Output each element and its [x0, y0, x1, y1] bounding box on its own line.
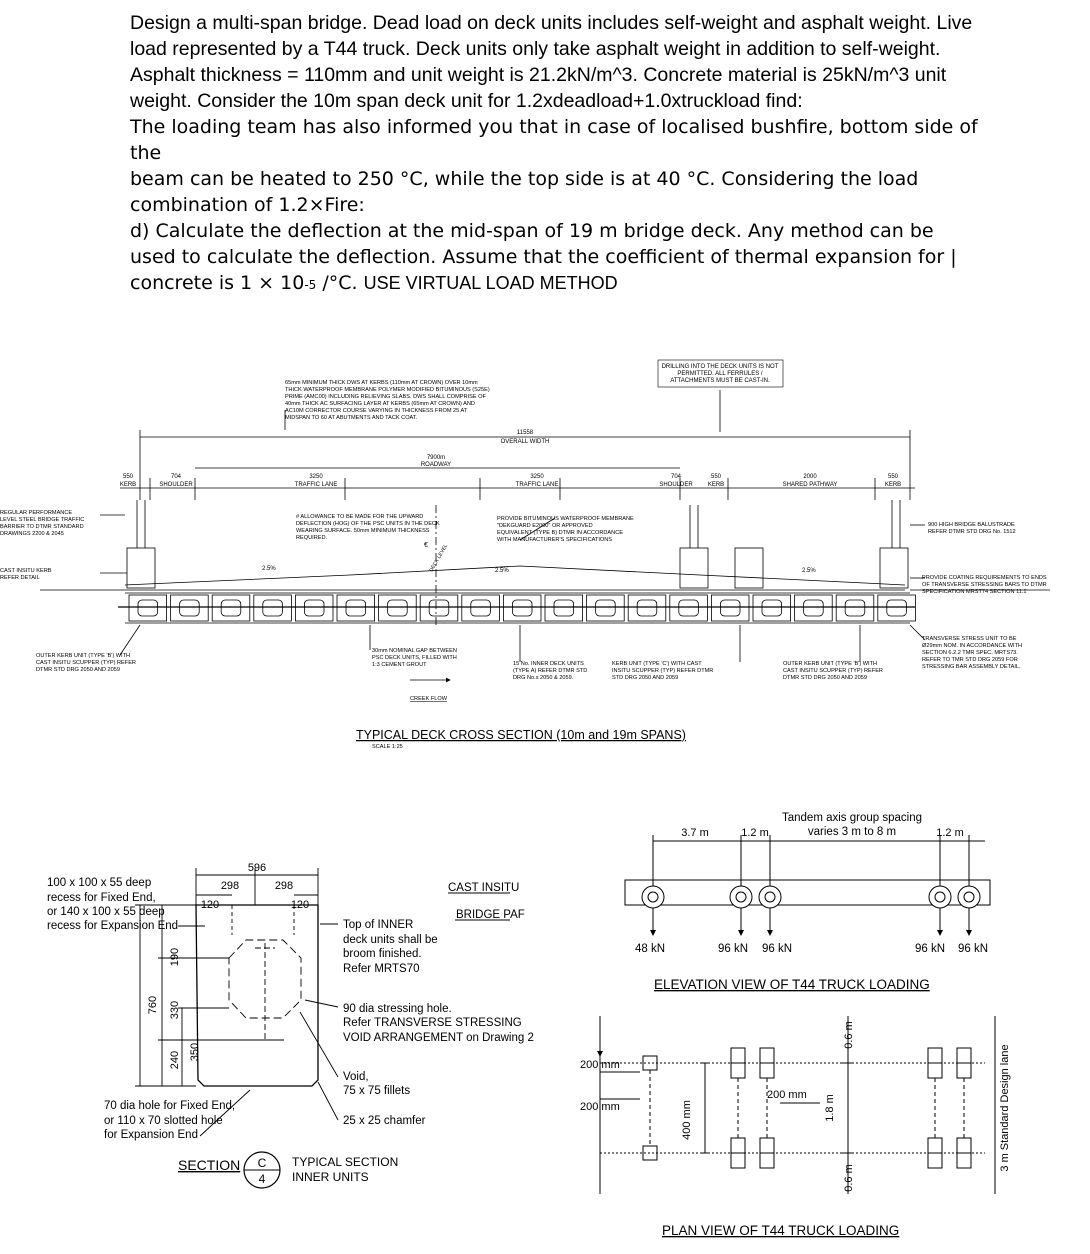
section-label: SECTION [178, 1157, 241, 1173]
slope-2: 2.5% [495, 568, 509, 574]
deck-unit-void [804, 600, 824, 616]
cast-insitu-label: CAST INSITU [448, 882, 520, 894]
question-cte-exponent: -5 [304, 278, 317, 292]
note-stress: TRANSVERSE STRESS UNIT TO BE Ø29mm NOM. IN ACCORDANCE WITH SECTION 6.2.2 TMR SPEC. MRTS73. REFER TO TMR STD DRG 2059 FOR STRESSING BAR ASSEMBLY DETAIL. [922, 636, 1023, 670]
dim-shoulder-right: 704 SHOULDER [659, 474, 693, 488]
load-96-b: 96 kN [761, 943, 793, 955]
deck-unit [587, 595, 625, 621]
load-96-c: 96 kN [914, 943, 946, 955]
section-c-text [47, 862, 534, 1186]
deck-unit-void [263, 600, 283, 616]
plan-title: PLAN VIEW OF T44 TRUCK LOADING [662, 1223, 900, 1238]
deck-level-label: DECK LEVEL [428, 543, 450, 573]
deck-unit-void [637, 600, 657, 616]
note-stressing-hole: 90 dia stressing hole. Refer TRANSVERSE STRESSING VOID ARRANGEMENT on Drawing 2 [343, 1003, 534, 1044]
deck-unit [254, 595, 292, 621]
dim-1-8: 1.8 m [824, 1094, 836, 1122]
dim-120-left: 120 [200, 899, 220, 911]
question-para-2: The loading team has also informed you that in case of localised bushfire, bottom side of the [130, 116, 978, 164]
dim-0-6-top: 0.6 m [843, 1021, 855, 1049]
note-void: Void, 75 x 75 fillets [343, 1071, 411, 1097]
note-allowance: # ALLOWANCE TO BE MADE FOR THE UPWARD DEFLECTION (HOG) OF THE PSC UNITS IN THE DECK WEARING SURFACE. 50mm MINIMUM THICKNESS REQUIRED. [296, 514, 440, 541]
deck-units [129, 595, 915, 621]
slope-3: 2.5% [802, 568, 816, 574]
dim-200-c: 200 mm [767, 1089, 807, 1101]
truck-plan-text [580, 1021, 1011, 1238]
dim-120-right: 120 [290, 899, 310, 911]
deck-unit-void [512, 600, 532, 616]
note-inner-units: 15 No. INNER DECK UNITS (TYPE A) REFER DTMR STD DRG No.s 2050 & 2059. [513, 661, 588, 681]
deck-unit-void [845, 600, 865, 616]
question-cte: concrete is 1 × 10 [130, 272, 305, 294]
note-balustrade: 900 HIGH BRIDGE BALUSTRADE REFER DTMR STD DRG No. 1512 [928, 522, 1016, 535]
centre-mark: € [424, 542, 428, 549]
deck-unit [379, 595, 417, 621]
deck-unit [628, 595, 666, 621]
section-letter: C [257, 1156, 267, 1170]
deck-unit [295, 595, 333, 621]
roadway-label: ROADWAY [420, 462, 452, 468]
spacing-1-2-a: 1.2 m [741, 827, 769, 839]
design-lane-label: 3 m Standard Design lane [999, 1044, 1011, 1172]
spacing-3-7: 3.7 m [681, 827, 709, 839]
overall-width-value: 11558 [516, 430, 534, 436]
note-kerb-c: KERB UNIT (TYPE 'C') WITH CAST INSITU SCUPPER (TYP) REFER DTMR STD DRG 2050 AND 2059 [612, 661, 714, 681]
dim-lane-1: 3250 TRAFFIC LANE [294, 474, 338, 488]
dim-kerb-mid: 550 KERB [707, 474, 725, 488]
question-para-4: d) Calculate the deflection at the mid-span of 19 m bridge deck. Any method can be used to calculate the deflection. Assume that the coefficient of thermal expansion for | concrete is 1 × 10-5 /°C. USE VIRTUAL LOAD METHOD [130, 220, 957, 294]
note-coating: PROVIDE COATING REQUIREMENTS TO ENDS OF TRANSVERSE STRESSING BARS TO DTMR SPECIFICATION MRST74 SECTION 11.1 [922, 575, 1047, 595]
deck-unit [711, 595, 749, 621]
deck-unit-void [388, 600, 408, 616]
load-96-a: 96 kN [717, 943, 749, 955]
dim-350: 350 [189, 1042, 201, 1062]
tandem-spacing: Tandem axis group spacing varies 3 m to 8 m [782, 812, 922, 838]
deck-unit [878, 595, 916, 621]
dim-kerb-right: 550 KERB [884, 474, 902, 488]
load-96-d: 96 kN [957, 943, 989, 955]
dim-shoulder-left: 704 SHOULDER [159, 474, 193, 488]
note-outer-kerb-left: OUTER KERB UNIT (TYPE 'B') WITH CAST INSITU SCUPPER (TYP) REFER DTMR STD DRG 2050 AND 2059 [36, 653, 136, 673]
elevation-title: ELEVATION VIEW OF T44 TRUCK LOADING [654, 977, 930, 992]
deck-unit-void [429, 600, 449, 616]
note-fixed-hole: 70 dia hole for Fixed End, or 110 x 70 slotted hole for Expansion End [104, 1100, 236, 1141]
dim-200-a: 200 mm [580, 1059, 620, 1071]
dim-330: 330 [169, 1000, 181, 1020]
deck-unit-void [180, 600, 200, 616]
dim-0-6-bottom: 0.6 m [843, 1164, 855, 1192]
dim-400: 400 mm [681, 1100, 693, 1140]
cross-section-text [0, 360, 1047, 750]
deck-unit [836, 595, 874, 621]
note-chamfer: 25 x 25 chamfer [343, 1115, 426, 1127]
note-drilling: DRILLING INTO THE DECK UNITS IS NOT PERMITTED. ALL FERRULES / ATTACHMENTS MUST BE CAST-IN. [661, 364, 779, 384]
note-cast-kerb: CAST INSITU KERB REFER DETAIL [0, 568, 52, 581]
truck-elevation [625, 835, 990, 935]
dim-lane-2: 3250 TRAFFIC LANE [515, 474, 559, 488]
deck-unit [462, 595, 500, 621]
truck-plan [600, 1016, 995, 1194]
deck-unit-void [304, 600, 324, 616]
note-barrier: REGULAR PERFORMANCE LEVEL STEEL BRIDGE TRAFFIC BARRIER TO DTMR STANDARD DRAWINGS 2200 & 2045 [0, 510, 85, 537]
deck-unit-void [679, 600, 699, 616]
deck-unit [171, 595, 209, 621]
deck-unit-void [471, 600, 491, 616]
section-number: 4 [258, 1172, 266, 1186]
note-surface: 65mm MINIMUM THICK DWS AT KERBS (110mm AT CROWN) OVER 10mm THICK WATERPROOF MEMBRANE POLYMER MODIFIED BITUMINOUS (S25E) PRIME (AMC00) INCLUDING RELIEVING SLABS. DWS SHALL COMPRISE OF 40mm THICK AC SURFACING LAYER AT KERBS (65mm AT CROWN) AND AC10M CORRECTOR COURSE VARYING IN THICKNESS FROM 25 AT MIDSPAN TO 60 AT ABUTMENTS AND TACK COAT. [285, 380, 490, 421]
deck-unit-void [596, 600, 616, 616]
slope-1: 2.5% [262, 566, 276, 572]
deck-unit [129, 595, 167, 621]
section-title: TYPICAL SECTION INNER UNITS [292, 1155, 399, 1184]
deck-unit-void [762, 600, 782, 616]
note-gap: 30mm NOMINAL GAP BETWEEN PSC DECK UNITS, FILLED WITH 1:3 CEMENT GROUT [372, 648, 457, 668]
question-part-d: d) Calculate the deflection at the mid-span of 19 m bridge deck. Any method can be used to calculate the deflection. Assume that the coefficient of thermal expansion for [130, 220, 945, 268]
deck-unit-void [720, 600, 740, 616]
creek-flow: CREEK FLOW [410, 696, 447, 702]
dim-kerb-left: 550 KERB [119, 474, 137, 488]
note-recess: 100 x 100 x 55 deep recess for Fixed End, or 140 x 100 x 55 deep recess for Expansion End [47, 877, 179, 932]
deck-unit-void [887, 600, 907, 616]
deck-unit-void [554, 600, 574, 616]
spacing-1-2-b: 1.2 m [936, 827, 964, 839]
deck-unit [670, 595, 708, 621]
deck-unit-void [346, 600, 366, 616]
deck-unit-void [221, 600, 241, 616]
dim-200-b: 200 mm [580, 1101, 620, 1113]
roadway-value: 7900m [426, 455, 446, 461]
dim-760: 760 [147, 995, 159, 1015]
load-48: 48 kN [634, 943, 666, 955]
cross-section-scale: SCALE 1:25 [372, 744, 403, 750]
deck-unit [337, 595, 375, 621]
deck-unit [545, 595, 583, 621]
dim-596: 596 [247, 862, 267, 874]
bridge-par-label: BRIDGE PAF [456, 909, 525, 921]
overall-width-label: OVERALL WIDTH [500, 439, 550, 445]
note-outer-kerb-right: OUTER KERB UNIT (TYPE 'B') WITH CAST INSITU SCUPPER (TYP) REFER DTMR STD DRG 2050 AND 2059 [783, 661, 883, 681]
deck-unit-void [138, 600, 158, 616]
deck-unit [795, 595, 833, 621]
deck-unit [753, 595, 791, 621]
dim-298-right: 298 [274, 880, 294, 892]
deck-unit [503, 595, 541, 621]
question-method: USE VIRTUAL LOAD METHOD [363, 273, 618, 293]
note-membrane: PROVIDE BITUMINOUS WATERPROOF MEMBRANE "DEKGUARD E2000" OR APPROVED EQUIVALENT (TYPE B) DTMR IN ACCORDANCE WITH MANUFACTURER'S SPECIFICATIONS [497, 516, 634, 543]
dim-240: 240 [169, 1050, 181, 1070]
dim-pathway: 2000 SHARED PATHWAY [782, 474, 838, 488]
deck-unit [212, 595, 250, 621]
note-top-finish: Top of INNER deck units shall be broom finished. Refer MRTS70 [343, 919, 438, 975]
question-para-1: Design a multi-span bridge. Dead load on deck units includes self-weight and asphalt weight. Live load represented by a T44 truck. Deck units only take asphalt weight in addition to self-weight. Asphalt thickness = 110mm and unit weight is 21.2kN/m^3. Concrete material is 25kN/m^3 unit weight. Consider the 10m span deck unit for 1.2xdeadload+1.0xtruckload find: [130, 12, 973, 112]
cross-section-title: TYPICAL DECK CROSS SECTION (10m and 19m SPANS) [356, 728, 686, 742]
question-cte-unit: /°C. [316, 272, 364, 294]
deck-unit [420, 595, 458, 621]
dim-190: 190 [169, 947, 181, 967]
dim-298-left: 298 [220, 880, 240, 892]
question-para-3: beam can be heated to 250 °C, while the top side is at 40 °C. Considering the load combination of 1.2×Fire: [130, 168, 919, 216]
